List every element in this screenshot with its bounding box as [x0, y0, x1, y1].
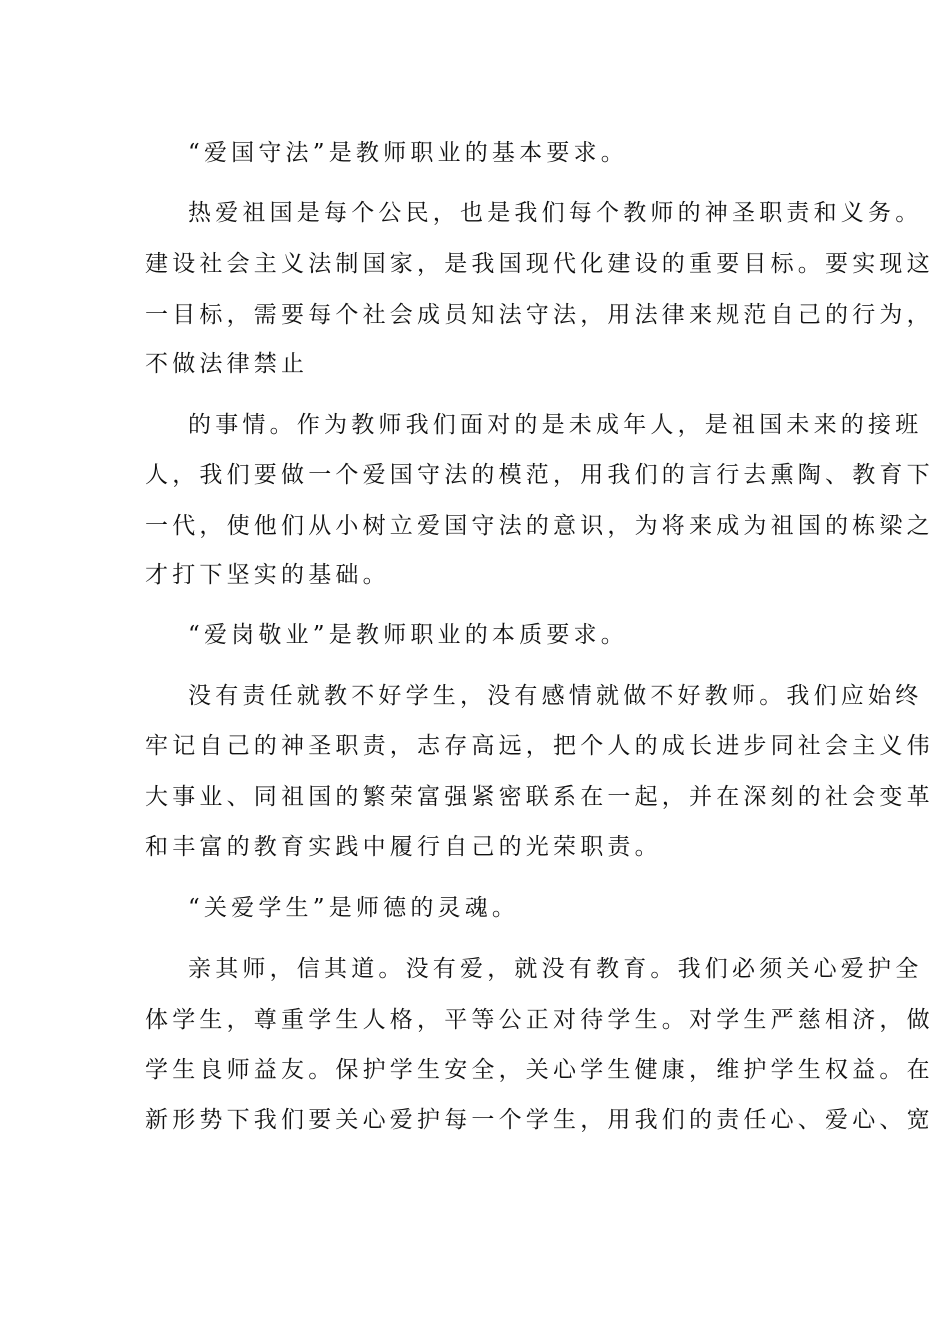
- paragraph-line: 体学生，尊重学生人格，平等公正对待学生。对学生严慈相济，做: [145, 1007, 934, 1033]
- paragraph-line: 热爱祖国是每个公民，也是我们每个教师的神圣职责和义务。: [188, 200, 923, 226]
- paragraph-line: 亲其师，信其道。没有爱，就没有教育。我们必须关心爱护全: [188, 956, 923, 982]
- heading-patriotism: “爱国守法”是教师职业的基本要求。: [188, 140, 628, 166]
- paragraph-line: 建设社会主义法制国家，是我国现代化建设的重要目标。要实现这: [145, 251, 934, 277]
- paragraph-line: 一代，使他们从小树立爱国守法的意识，为将来成为祖国的栋梁之: [145, 513, 934, 539]
- paragraph-line: 大事业、同祖国的繁荣富强紧密联系在一起，并在深刻的社会变革: [145, 784, 934, 810]
- paragraph-line: 人，我们要做一个爱国守法的模范，用我们的言行去熏陶、教育下: [145, 462, 934, 488]
- paragraph-line: 一目标，需要每个社会成员知法守法，用法律来规范自己的行为，: [145, 302, 934, 328]
- paragraph-line: 新形势下我们要关心爱护每一个学生，用我们的责任心、爱心、宽: [145, 1107, 934, 1133]
- heading-care-students: “关爱学生”是师德的灵魂。: [188, 895, 520, 921]
- paragraph-line: 学生良师益友。保护学生安全，关心学生健康，维护学生权益。在: [145, 1057, 934, 1083]
- paragraph-line: 不做法律禁止: [145, 351, 309, 377]
- paragraph-line: 和丰富的教育实践中履行自己的光荣职责。: [145, 834, 662, 860]
- paragraph-line: 牢记自己的神圣职责，志存高远，把个人的成长进步同社会主义伟: [145, 733, 934, 759]
- paragraph-line: 没有责任就教不好学生，没有感情就做不好教师。我们应始终: [188, 683, 923, 709]
- paragraph-line: 的事情。作为教师我们面对的是未成年人，是祖国未来的接班: [188, 412, 923, 438]
- paragraph-line: 才打下坚实的基础。: [145, 562, 390, 588]
- heading-dedication: “爱岗敬业”是教师职业的本质要求。: [188, 622, 628, 648]
